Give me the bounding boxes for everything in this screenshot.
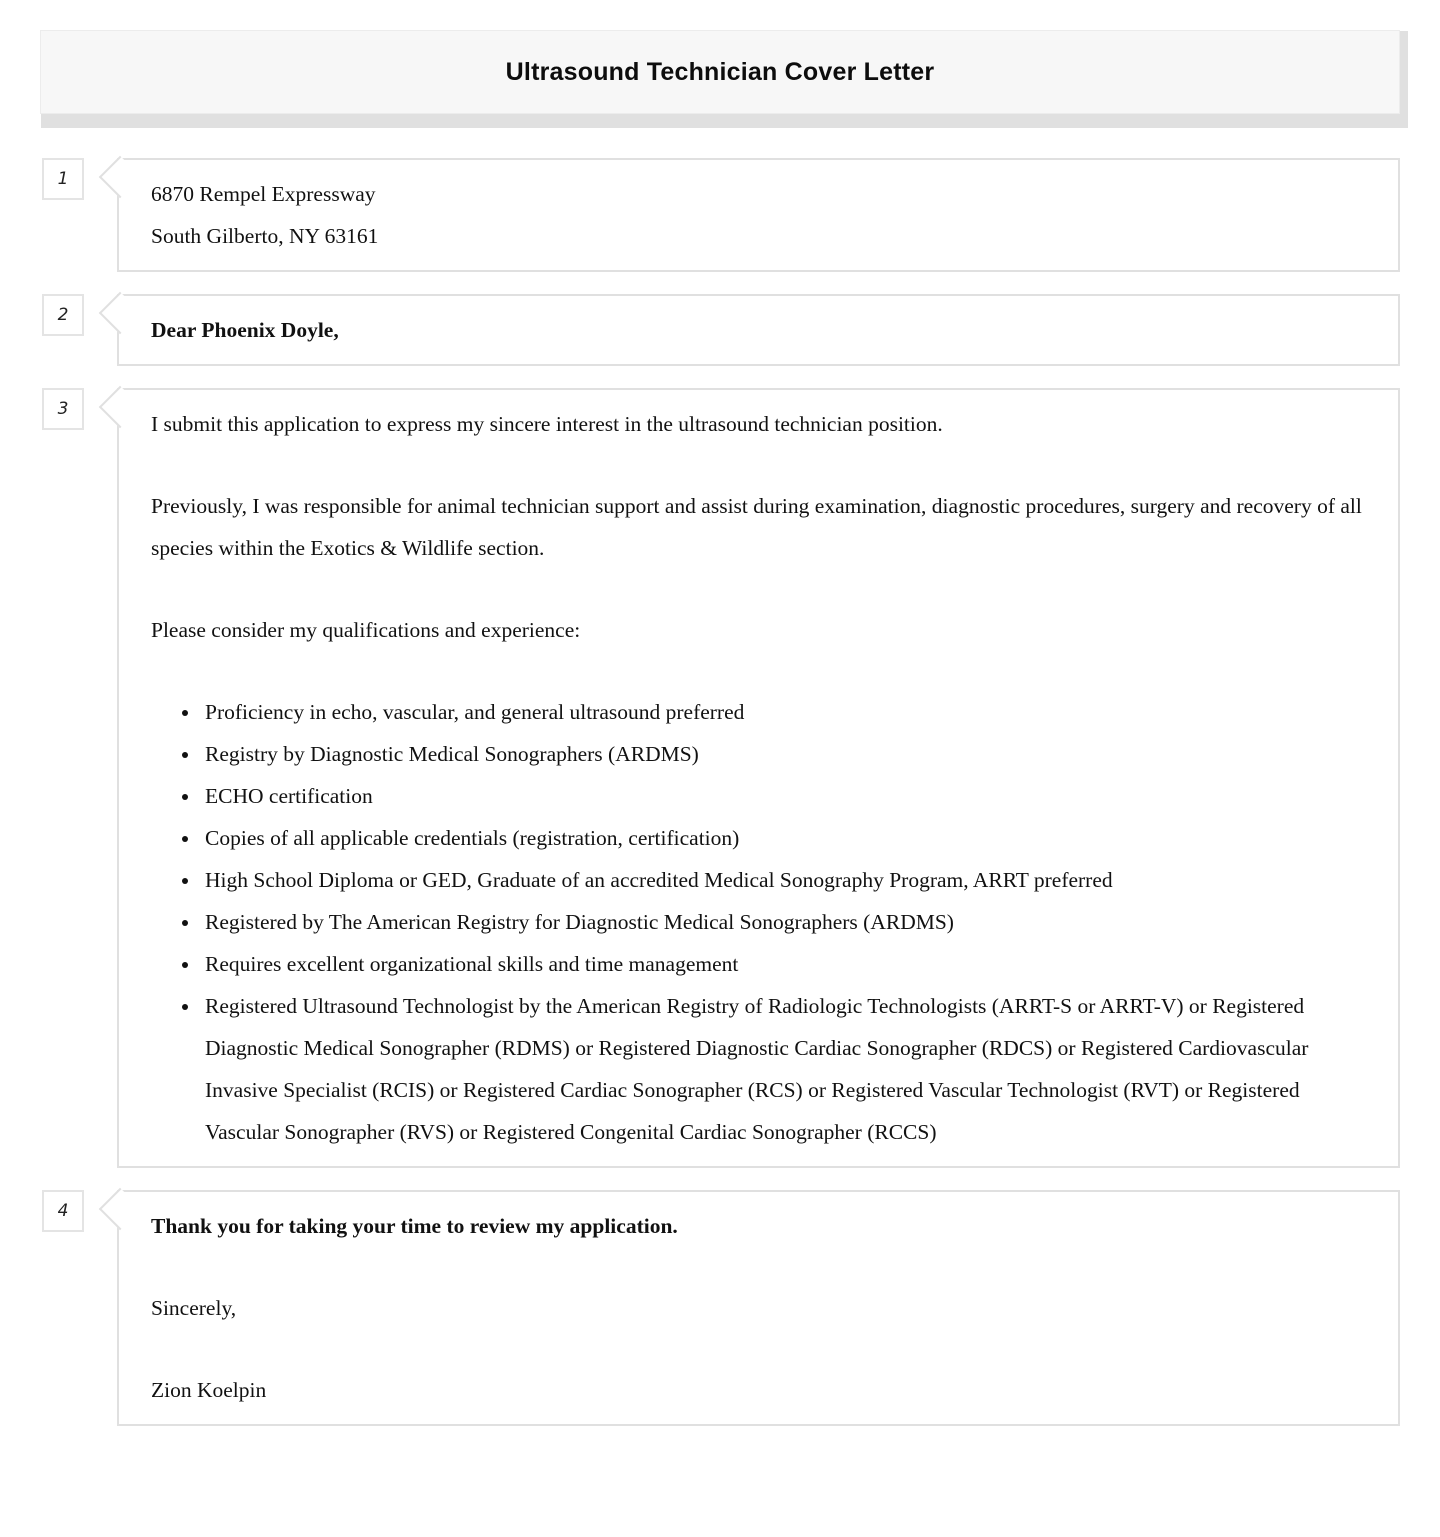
section-3-box [117,388,1400,1168]
salutation-text: Dear Phoenix Doyle, [151,318,339,342]
body-paragraph-intro: I submit this application to express my sincere interest in the ultrasound technician position. [151,412,943,436]
section-sender-address [40,158,1400,272]
closing-thanks: Thank you for taking your time to review my application. [151,1214,678,1238]
badge-number: 4 [57,1201,69,1221]
page-header [40,30,1400,114]
section-closing [40,1190,1400,1426]
qualifications-list [151,691,1366,1153]
closing-signoff: Sincerely, [151,1296,237,1320]
qualification-item: • High School Diploma or GED, Graduate of an accredited Medical Sonography Program, ARRT preferred [201,859,1366,901]
section-body [40,388,1400,1168]
qualification-item: • Proficiency in echo, vascular, and general ultrasound preferred [201,691,1366,733]
address-line-1: 6870 Rempel Expressway [151,182,376,206]
qualification-item: • Registered by The American Registry for Diagnostic Medical Sonographers (ARDMS) [201,901,1366,943]
badge-number: 1 [57,169,69,189]
section-4-badge [42,1190,84,1232]
section-3-badge [42,388,84,430]
qualification-item: • ECHO certification [201,775,1366,817]
body-paragraph-qualifications: Please consider my qualifications and experience: [151,618,581,642]
body-paragraph-experience: Previously, I was responsible for animal technician support and assist during examination, diagnostic procedures, surgery and recovery of all species within the Exotics & Wildlife section. [151,494,1362,560]
section-4-box [117,1190,1400,1426]
section-salutation [40,294,1400,366]
section-1-box [117,158,1400,272]
qualification-item: • Requires excellent organizational skills and time management [201,943,1366,985]
qualification-item: • Registered Ultrasound Technologist by the American Registry of Radiologic Technologists (ARRT-S or ARRT-V) or Registered Diagnostic Medical Sonographer (RDMS) or Registered Diagnostic Cardiac Sonographer (RDCS) or Registered Cardiovascular Invasive Specialist (RCIS) or Registered Cardiac Sonographer (RCS) or Registered Vascular Technologist (RVT) or Registered Vascular Sonographer (RVS) or Registered Congenital Cardiac Sonographer (RCCS) [201,985,1366,1153]
qualification-item: • Registry by Diagnostic Medical Sonographers (ARDMS) [201,733,1366,775]
section-1-badge [42,158,84,200]
address-line-2: South Gilberto, NY 63161 [151,224,379,248]
qualification-item: • Copies of all applicable credentials (registration, certification) [201,817,1366,859]
section-2-badge [42,294,84,336]
page-title: Ultrasound Technician Cover Letter [505,57,935,86]
closing-signature: Zion Koelpin [151,1378,267,1402]
badge-number: 2 [57,305,69,325]
badge-number: 3 [57,399,69,419]
section-2-box [117,294,1400,366]
